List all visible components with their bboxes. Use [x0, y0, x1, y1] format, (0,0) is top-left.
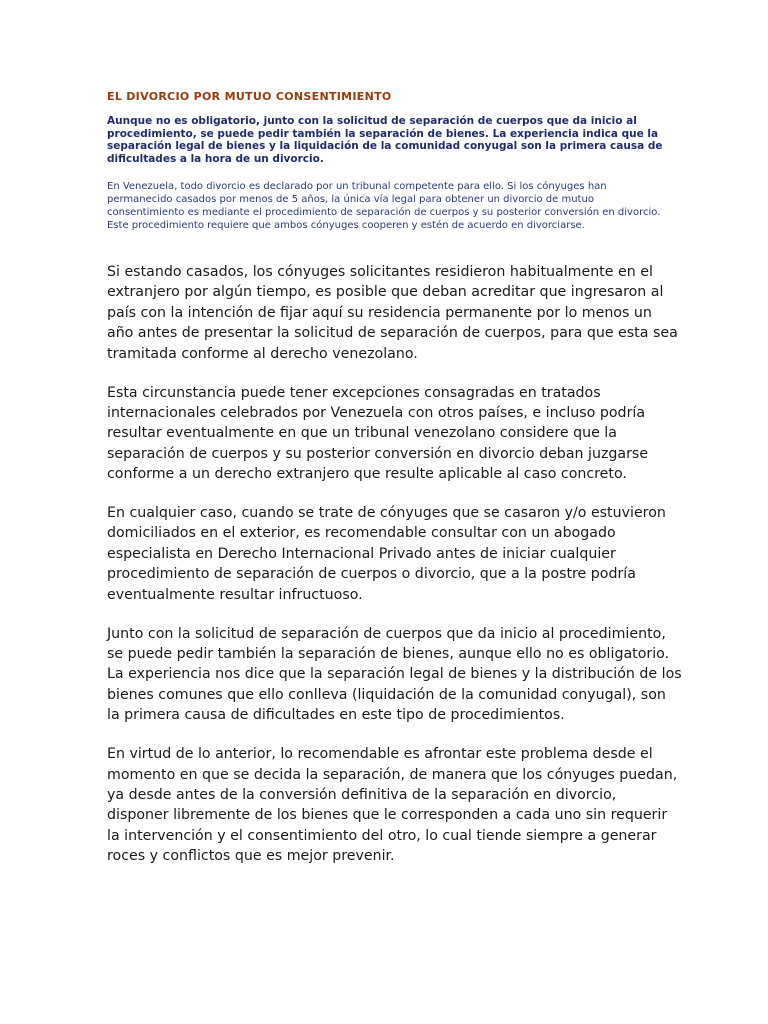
document-title: EL DIVORCIO POR MUTUO CONSENTIMIENTO — [107, 90, 392, 103]
intro-paragraph: En Venezuela, todo divorcio es declarado por un tribunal competente para ello. Si los cónyuges han permanecido casados por menos de 5 años, la única vía legal para obtener un divorcio de mutuo consentimiento es mediante el procedimiento de separación de cuerpos y su posterior conversión en divorcio. Este procedimiento requiere que ambos cónyuges cooperen y estén de acuerdo en divorciarse. — [107, 181, 661, 231]
body-text — [107, 262, 682, 885]
body-paragraph: Junto con la solicitud de separación de cuerpos que da inicio al procedimiento, se puede pedir también la separación de bienes, aunque ello no es obligatorio. La experiencia nos dice que la separación legal de bienes y la distribución de los bienes comunes que ello conlleva (liquidación de la comunidad conyugal), son la primera causa de dificultades en este tipo de procedimientos. — [107, 625, 682, 724]
body-paragraph: Si estando casados, los cónyuges solicitantes residieron habitualmente en el extranjero por algún tiempo, es posible que deban acreditar que ingresaron al país con la intención de fijar aquí su residencia permanente por lo menos un año antes de presentar la solicitud de separación de cuerpos, para que esta sea tramitada conforme al derecho venezolano. — [107, 264, 678, 362]
body-paragraph: En virtud de lo anterior, lo recomendable es afrontar este problema desde el momento en que se decida la separación, de manera que los cónyuges puedan, ya desde antes de la conversión definitiva de la separación en divorcio, disponer libremente de los bienes que le corresponden a cada uno sin requerir la intervención y el consentimiento del otro, lo cual tiende siempre a generar roces y conflictos que es mejor prevenir. — [107, 746, 678, 865]
body-paragraph: Esta circunstancia puede tener excepciones consagradas en tratados internacionales celebrados por Venezuela con otros países, e incluso podría resultar eventualmente en que un tribunal venezolano considere que la separación de cuerpos y su posterior conversión en divorcio deban juzgarse conforme a un derecho extranjero que resulte aplicable al caso concreto. — [107, 384, 649, 483]
lead-summary: Aunque no es obligatorio, junto con la solicitud de separación de cuerpos que da inicio al procedimiento, se puede pedir también la separación de bienes. La experiencia indica que la separación legal de bienes y la liquidación de la comunidad conyugal son la primera causa de dificultades a la hora de un divorcio. — [107, 115, 663, 165]
body-paragraph: En cualquier caso, cuando se trate de cónyuges que se casaron y/o estuvieron domiciliados en el exterior, es recomendable consultar con un abogado especialista en Derecho Internacional Privado antes de iniciar cualquier procedimiento de separación de cuerpos o divorcio, que a la postre podría eventualmente resultar infructuoso. — [107, 505, 666, 603]
